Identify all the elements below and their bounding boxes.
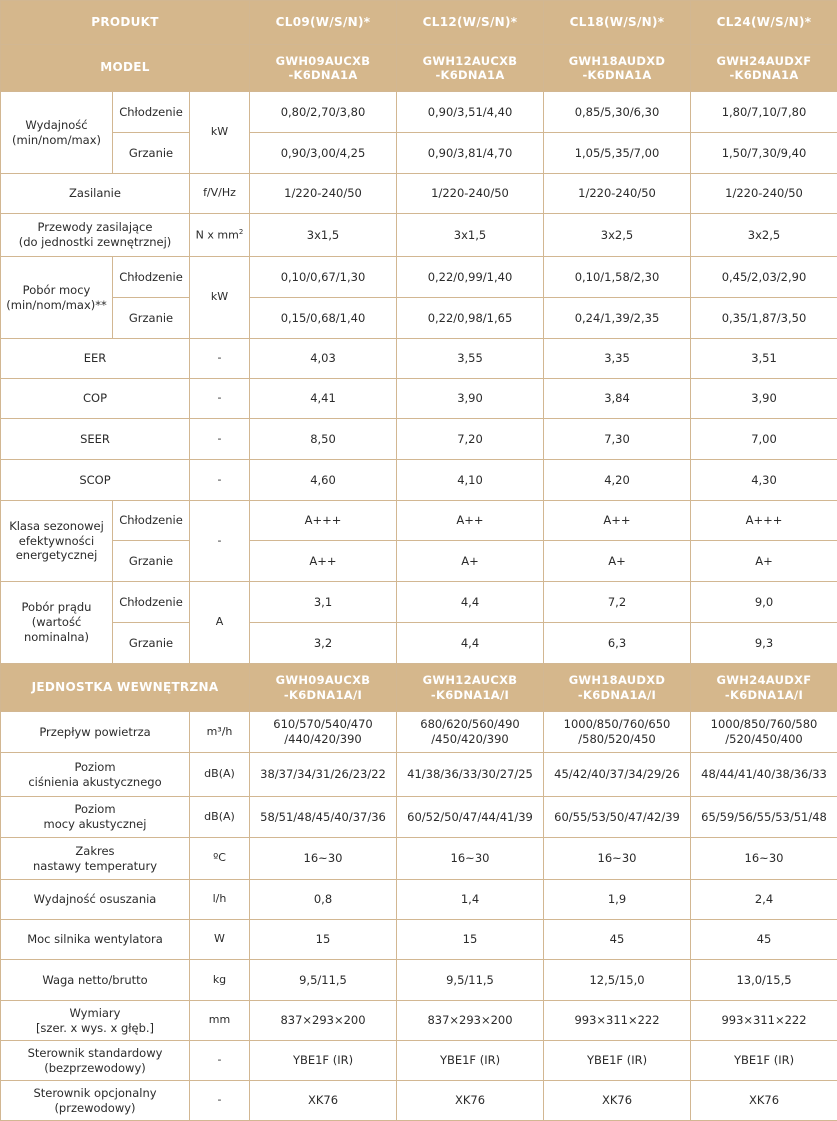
capacity-value-2-2: 0,90/3,81/4,70 xyxy=(397,133,544,174)
indoor-row-1-value-4: 1000/850/760/580 /520/450/400 xyxy=(691,712,837,753)
indoor-row-3-unit: dB(A) xyxy=(190,797,250,838)
indoor-row-5-unit: l/h xyxy=(190,880,250,920)
power-input-unit: kW xyxy=(190,257,250,339)
indoor-row-8-value-1: 837×293×200 xyxy=(250,1001,397,1041)
indoor-row-6-unit: W xyxy=(190,920,250,960)
eer-value-1: 4,03 xyxy=(250,339,397,379)
energy-class-value-2-4: A+ xyxy=(691,541,837,582)
indoor-row-6-value-4: 45 xyxy=(691,920,837,960)
indoor-row-10-value-2: XK76 xyxy=(397,1081,544,1121)
indoor-row-7-value-2: 9,5/11,5 xyxy=(397,960,544,1001)
indoor-row-5-value-1: 0,8 xyxy=(250,880,397,920)
capacity-label: Wydajność (min/nom/max) xyxy=(1,92,113,174)
energy-class-unit: - xyxy=(190,501,250,582)
indoor-row-3-value-1: 58/51/48/45/40/37/36 xyxy=(250,797,397,838)
eer-value-3: 3,35 xyxy=(544,339,691,379)
capacity-value-1-2: 0,90/3,51/4,40 xyxy=(397,92,544,133)
indoor-row-2-value-4: 48/44/41/40/38/36/33 xyxy=(691,753,837,797)
indoor-row-5-value-4: 2,4 xyxy=(691,880,837,920)
product-name-2: CL12(W/S/N)* xyxy=(397,1,544,45)
current-label: Pobór prądu (wartość nominalna) xyxy=(1,582,113,664)
indoor-unit-header-label: JEDNOSTKA WEWNĘTRZNA xyxy=(1,664,250,712)
current-value-2-1: 3,2 xyxy=(250,623,397,664)
seer-value-4: 7,00 xyxy=(691,419,837,460)
indoor-row-1-label: Przepływ powietrza xyxy=(1,712,190,753)
power-input-value-2-4: 0,35/1,87/3,50 xyxy=(691,298,837,339)
indoor-row-4-unit: ºC xyxy=(190,838,250,880)
indoor-row-4-value-3: 16~30 xyxy=(544,838,691,880)
power-supply-value-2: 1/220-240/50 xyxy=(397,174,544,214)
current-unit: A xyxy=(190,582,250,664)
power-input-label: Pobór mocy (min/nom/max)** xyxy=(1,257,113,339)
indoor-row-9-label: Sterownik standardowy (bezprzewodowy) xyxy=(1,1041,190,1081)
power-input-value-1-2: 0,22/0,99/1,40 xyxy=(397,257,544,298)
indoor-row-5-value-2: 1,4 xyxy=(397,880,544,920)
power-supply-unit: f/V/Hz xyxy=(190,174,250,214)
model-code-1: GWH09AUCXB -K6DNA1A xyxy=(250,45,397,92)
power-input-value-2-2: 0,22/0,98/1,65 xyxy=(397,298,544,339)
current-value-2-2: 4,4 xyxy=(397,623,544,664)
model-header-label: MODEL xyxy=(1,45,250,92)
indoor-row-2-value-1: 38/37/34/31/26/23/22 xyxy=(250,753,397,797)
indoor-model-code-3: GWH18AUDXD -K6DNA1A/I xyxy=(544,664,691,712)
indoor-row-7-value-1: 9,5/11,5 xyxy=(250,960,397,1001)
power-input-value-1-4: 0,45/2,03/2,90 xyxy=(691,257,837,298)
capacity-value-1-1: 0,80/2,70/3,80 xyxy=(250,92,397,133)
product-name-3: CL18(W/S/N)* xyxy=(544,1,691,45)
eer-value-2: 3,55 xyxy=(397,339,544,379)
indoor-row-3-label: Poziom mocy akustycznej xyxy=(1,797,190,838)
power-wires-label: Przewody zasilające (do jednostki zewnętrznej) xyxy=(1,214,190,257)
power-wires-value-1: 3x1,5 xyxy=(250,214,397,257)
energy-class-value-1-1: A+++ xyxy=(250,501,397,541)
indoor-row-10-label: Sterownik opcjonalny (przewodowy) xyxy=(1,1081,190,1121)
power-input-value-1-3: 0,10/1,58/2,30 xyxy=(544,257,691,298)
power-wires-unit-sup: 2 xyxy=(239,228,243,236)
capacity-value-1-4: 1,80/7,10/7,80 xyxy=(691,92,837,133)
indoor-row-4-value-1: 16~30 xyxy=(250,838,397,880)
cop-value-4: 3,90 xyxy=(691,379,837,419)
current-mode-1: Chłodzenie xyxy=(113,582,190,623)
cop-label: COP xyxy=(1,379,190,419)
indoor-row-2-label: Poziom ciśnienia akustycznego xyxy=(1,753,190,797)
power-wires-value-2: 3x1,5 xyxy=(397,214,544,257)
cop-value-1: 4,41 xyxy=(250,379,397,419)
power-wires-value-4: 3x2,5 xyxy=(691,214,837,257)
scop-value-2: 4,10 xyxy=(397,460,544,501)
power-supply-label: Zasilanie xyxy=(1,174,190,214)
capacity-unit: kW xyxy=(190,92,250,174)
indoor-row-2-value-3: 45/42/40/37/34/29/26 xyxy=(544,753,691,797)
indoor-row-10-value-1: XK76 xyxy=(250,1081,397,1121)
capacity-mode-1: Chłodzenie xyxy=(113,92,190,133)
energy-class-value-1-4: A+++ xyxy=(691,501,837,541)
indoor-row-7-value-3: 12,5/15,0 xyxy=(544,960,691,1001)
indoor-row-9-value-1: YBE1F (IR) xyxy=(250,1041,397,1081)
indoor-row-1-value-1: 610/570/540/470 /440/420/390 xyxy=(250,712,397,753)
indoor-row-9-value-2: YBE1F (IR) xyxy=(397,1041,544,1081)
seer-value-3: 7,30 xyxy=(544,419,691,460)
eer-unit: - xyxy=(190,339,250,379)
indoor-row-2-value-2: 41/38/36/33/30/27/25 xyxy=(397,753,544,797)
energy-class-value-2-3: A+ xyxy=(544,541,691,582)
current-value-1-3: 7,2 xyxy=(544,582,691,623)
current-mode-2: Grzanie xyxy=(113,623,190,664)
seer-value-2: 7,20 xyxy=(397,419,544,460)
current-value-1-2: 4,4 xyxy=(397,582,544,623)
power-input-value-2-3: 0,24/1,39/2,35 xyxy=(544,298,691,339)
energy-class-label: Klasa sezonowej efektywności energetycznej xyxy=(1,501,113,582)
indoor-row-4-label: Zakres nastawy temperatury xyxy=(1,838,190,880)
capacity-mode-2: Grzanie xyxy=(113,133,190,174)
power-supply-value-3: 1/220-240/50 xyxy=(544,174,691,214)
seer-value-1: 8,50 xyxy=(250,419,397,460)
indoor-row-1-value-3: 1000/850/760/650 /580/520/450 xyxy=(544,712,691,753)
energy-class-value-2-1: A++ xyxy=(250,541,397,582)
indoor-row-8-value-3: 993×311×222 xyxy=(544,1001,691,1041)
indoor-model-code-4: GWH24AUDXF -K6DNA1A/I xyxy=(691,664,837,712)
indoor-row-6-label: Moc silnika wentylatora xyxy=(1,920,190,960)
capacity-value-2-3: 1,05/5,35/7,00 xyxy=(544,133,691,174)
indoor-row-4-value-4: 16~30 xyxy=(691,838,837,880)
energy-class-mode-2: Grzanie xyxy=(113,541,190,582)
indoor-row-5-value-3: 1,9 xyxy=(544,880,691,920)
energy-class-value-1-2: A++ xyxy=(397,501,544,541)
indoor-row-9-value-4: YBE1F (IR) xyxy=(691,1041,837,1081)
indoor-row-8-label: Wymiary [szer. x wys. x głęb.] xyxy=(1,1001,190,1041)
indoor-row-3-value-4: 65/59/56/55/53/51/48 xyxy=(691,797,837,838)
seer-label: SEER xyxy=(1,419,190,460)
indoor-row-6-value-2: 15 xyxy=(397,920,544,960)
indoor-row-7-value-4: 13,0/15,5 xyxy=(691,960,837,1001)
cop-unit: - xyxy=(190,379,250,419)
product-name-4: CL24(W/S/N)* xyxy=(691,1,837,45)
indoor-row-6-value-3: 45 xyxy=(544,920,691,960)
power-input-mode-2: Grzanie xyxy=(113,298,190,339)
indoor-row-4-value-2: 16~30 xyxy=(397,838,544,880)
product-name-1: CL09(W/S/N)* xyxy=(250,1,397,45)
eer-label: EER xyxy=(1,339,190,379)
current-value-2-3: 6,3 xyxy=(544,623,691,664)
power-input-value-1-1: 0,10/0,67/1,30 xyxy=(250,257,397,298)
energy-class-value-1-3: A++ xyxy=(544,501,691,541)
indoor-row-10-unit: - xyxy=(190,1081,250,1121)
indoor-row-9-unit: - xyxy=(190,1041,250,1081)
capacity-value-2-4: 1,50/7,30/9,40 xyxy=(691,133,837,174)
indoor-row-3-value-3: 60/55/53/50/47/42/39 xyxy=(544,797,691,838)
scop-value-4: 4,30 xyxy=(691,460,837,501)
power-supply-value-1: 1/220-240/50 xyxy=(250,174,397,214)
indoor-row-8-value-4: 993×311×222 xyxy=(691,1001,837,1041)
indoor-row-8-value-2: 837×293×200 xyxy=(397,1001,544,1041)
model-code-2: GWH12AUCXB -K6DNA1A xyxy=(397,45,544,92)
current-value-2-4: 9,3 xyxy=(691,623,837,664)
indoor-row-1-unit: m³/h xyxy=(190,712,250,753)
product-header-label: PRODUKT xyxy=(1,1,250,45)
energy-class-value-2-2: A+ xyxy=(397,541,544,582)
seer-unit: - xyxy=(190,419,250,460)
indoor-row-1-value-2: 680/620/560/490 /450/420/390 xyxy=(397,712,544,753)
model-code-4: GWH24AUDXF -K6DNA1A xyxy=(691,45,837,92)
energy-class-mode-1: Chłodzenie xyxy=(113,501,190,541)
scop-unit: - xyxy=(190,460,250,501)
power-input-value-2-1: 0,15/0,68/1,40 xyxy=(250,298,397,339)
indoor-model-code-1: GWH09AUCXB -K6DNA1A/I xyxy=(250,664,397,712)
model-code-3: GWH18AUDXD -K6DNA1A xyxy=(544,45,691,92)
indoor-row-8-unit: mm xyxy=(190,1001,250,1041)
current-value-1-1: 3,1 xyxy=(250,582,397,623)
power-wires-unit: N x $mm^2$ xyxy=(190,214,250,257)
capacity-value-2-1: 0,90/3,00/4,25 xyxy=(250,133,397,174)
indoor-row-2-unit: dB(A) xyxy=(190,753,250,797)
indoor-row-7-label: Waga netto/brutto xyxy=(1,960,190,1001)
indoor-row-6-value-1: 15 xyxy=(250,920,397,960)
indoor-row-10-value-4: XK76 xyxy=(691,1081,837,1121)
indoor-row-3-value-2: 60/52/50/47/44/41/39 xyxy=(397,797,544,838)
indoor-row-9-value-3: YBE1F (IR) xyxy=(544,1041,691,1081)
capacity-value-1-3: 0,85/5,30/6,30 xyxy=(544,92,691,133)
current-value-1-4: 9,0 xyxy=(691,582,837,623)
power-input-mode-1: Chłodzenie xyxy=(113,257,190,298)
power-supply-value-4: 1/220-240/50 xyxy=(691,174,837,214)
indoor-row-5-label: Wydajność osuszania xyxy=(1,880,190,920)
cop-value-3: 3,84 xyxy=(544,379,691,419)
scop-label: SCOP xyxy=(1,460,190,501)
power-wires-value-3: 3x2,5 xyxy=(544,214,691,257)
cop-value-2: 3,90 xyxy=(397,379,544,419)
indoor-model-code-2: GWH12AUCXB -K6DNA1A/I xyxy=(397,664,544,712)
indoor-row-7-unit: kg xyxy=(190,960,250,1001)
scop-value-3: 4,20 xyxy=(544,460,691,501)
indoor-row-10-value-3: XK76 xyxy=(544,1081,691,1121)
eer-value-4: 3,51 xyxy=(691,339,837,379)
scop-value-1: 4,60 xyxy=(250,460,397,501)
